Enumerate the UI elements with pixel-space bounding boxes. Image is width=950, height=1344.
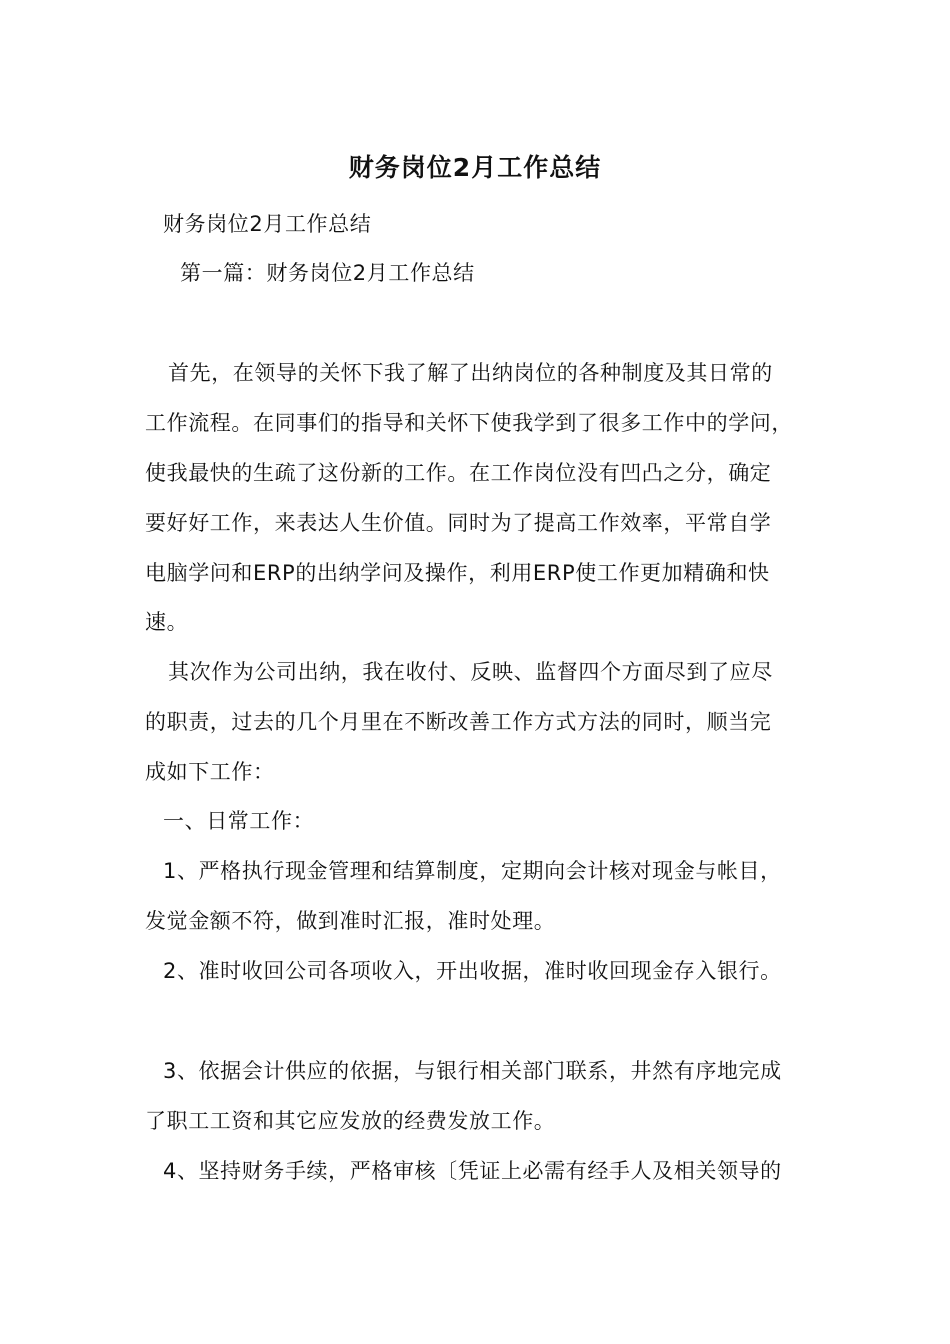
section-heading: 第一篇：财务岗位2月工作总结 [180, 261, 475, 285]
list-item: 1、严格执行现金管理和结算制度，定期向会计核对现金与帐目， [163, 859, 782, 883]
paragraph-line: 电脑学问和ERP的出纳学问及操作，利用ERP使工作更加精确和快 [145, 561, 770, 585]
paragraph-line: 工作流程。在同事们的指导和关怀下使我学到了很多工作中的学问， [145, 411, 793, 435]
paragraph-line: 成如下工作： [145, 760, 275, 784]
paragraph-line: 使我最快的生疏了这份新的工作。在工作岗位没有凹凸之分，确定 [145, 461, 772, 485]
list-item: 2、准时收回公司各项收入，开出收据，准时收回现金存入银行。 [163, 959, 782, 983]
list-item: 4、坚持财务手续，严格审核〔凭证上必需有经手人及相关领导的 [163, 1159, 782, 1183]
document-title: 财务岗位2月工作总结 [348, 153, 602, 182]
paragraph-line: 其次作为公司出纳，我在收付、反映、监督四个方面尽到了应尽 [168, 660, 773, 684]
paragraph-line: 速。 [145, 610, 189, 634]
list-item: 3、依据会计供应的依据，与银行相关部门联系，井然有序地完成 [163, 1059, 782, 1083]
list-item: 了职工工资和其它应发放的经费发放工作。 [145, 1109, 556, 1133]
paragraph-line: 要好好工作，来表达人生价值。同时为了提高工作效率，平常自学 [145, 511, 772, 535]
list-heading: 一、日常工作： [163, 809, 315, 833]
paragraph-line: 首先，在领导的关怀下我了解了出纳岗位的各种制度及其日常的 [168, 361, 773, 385]
subtitle: 财务岗位2月工作总结 [163, 212, 372, 236]
list-item: 发觉金额不符，做到准时汇报，准时处理。 [145, 909, 556, 933]
paragraph-line: 的职责，过去的几个月里在不断改善工作方式方法的同时，顺当完 [145, 710, 772, 734]
